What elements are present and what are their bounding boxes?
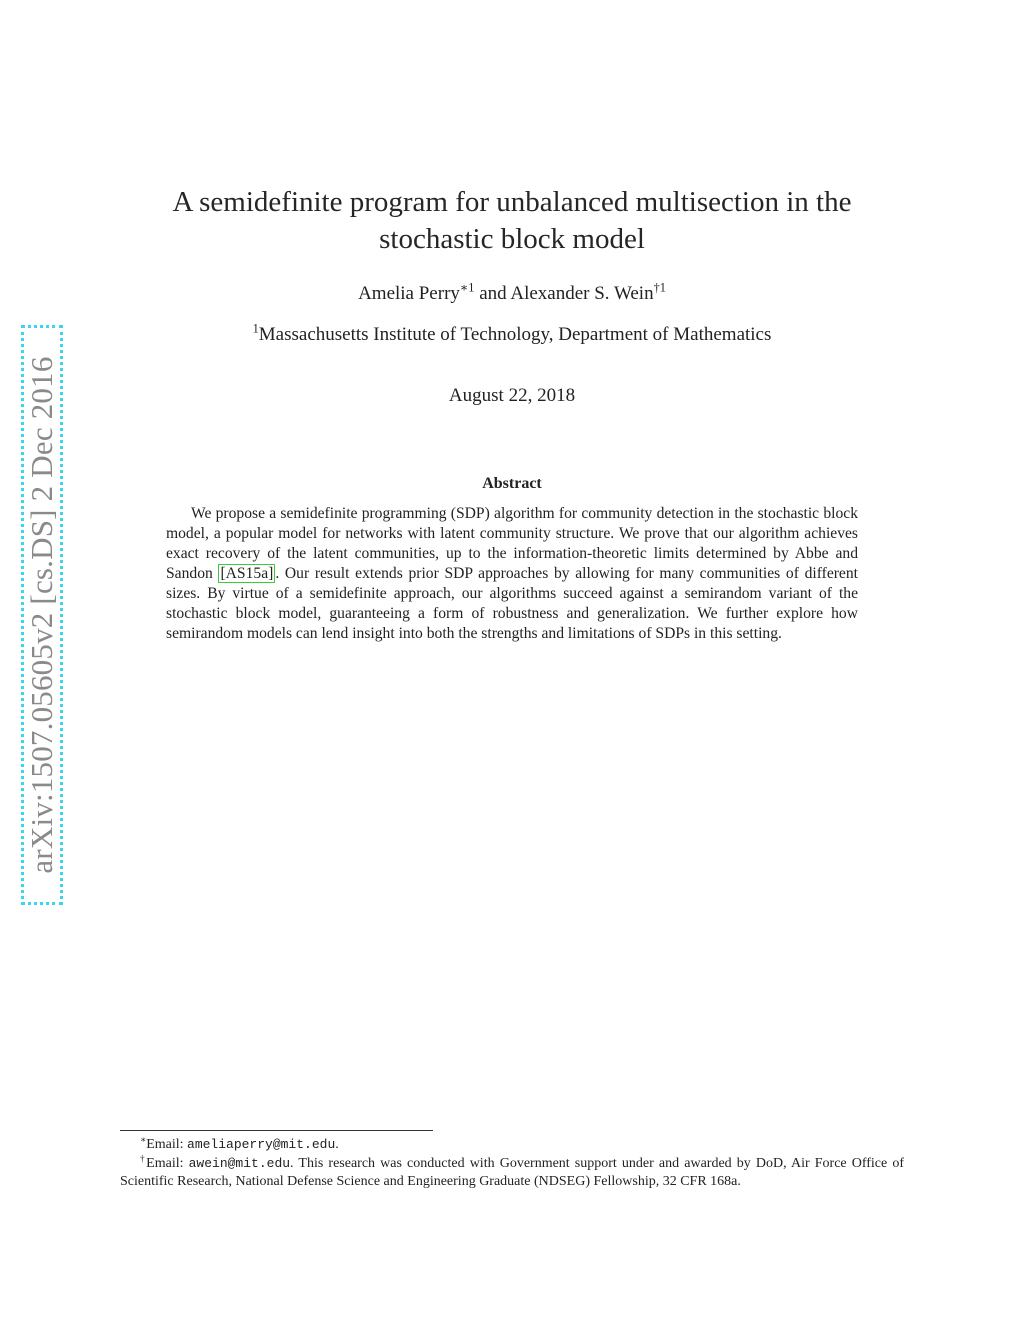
author-separator: and bbox=[479, 283, 507, 304]
footnote-label: Email: bbox=[146, 1155, 189, 1171]
email-link[interactable]: awein@mit.edu bbox=[188, 1155, 291, 1171]
author-mark: ∗1 bbox=[459, 280, 475, 295]
footnote bbox=[120, 1136, 904, 1155]
paper-date: August 22, 2018 bbox=[448, 385, 576, 406]
abstract-heading: Abstract bbox=[482, 475, 542, 492]
affiliation-mark: 1 bbox=[252, 321, 259, 336]
abstract-body bbox=[166, 504, 858, 644]
arxiv-identifier: arXiv:1507.05605v2 [cs.DS] 2 Dec 2016 bbox=[24, 356, 59, 874]
email-link[interactable]: ameliaperry@mit.edu bbox=[187, 1137, 336, 1152]
footnote-text: . This research was conducted with Government support under and awarded by DoD, Air Force Office of Scientific Research, National Defense Science and Engineering Graduate (NDSEG) Fellowship, 32 CFR 168a. bbox=[120, 1155, 905, 1189]
abstract-text: . Our result extends prior SDP approaches by allowing for many communities of different sizes. By virtue of a semidefinite approach, our algorithms succeed against a semirandom variant of the stochastic block model, guaranteeing a form of robustness and generalization. We further explore how semirandom models can lend insight into both the strengths and limitations of SDPs in this setting. bbox=[166, 565, 858, 642]
footnote-divider bbox=[120, 1130, 433, 1131]
paper-title: A semidefinite program for unbalanced multisection in the stochastic block model bbox=[172, 186, 852, 255]
footnotes bbox=[120, 1136, 904, 1192]
footnote bbox=[120, 1152, 905, 1192]
footnote-label: Email: bbox=[146, 1137, 188, 1152]
citation-link[interactable]: [AS15a] bbox=[220, 565, 274, 582]
footnote-mark: † bbox=[140, 1152, 147, 1163]
affiliation-text: Massachusetts Institute of Technology, Department of Mathematics bbox=[258, 324, 772, 345]
author-line bbox=[140, 282, 884, 306]
affiliation bbox=[140, 323, 884, 347]
author-name: Amelia Perry bbox=[358, 283, 460, 304]
arxiv-stamp bbox=[21, 325, 63, 905]
abstract-text: We propose a semidefinite programming (SDP) algorithm for community detection in the stochastic block model, a popular model for networks with latent community structure. We prove that our algorithm achieves exact recovery of the latent communities, up to the information-theoretic limits determined by Abbe and Sandon bbox=[166, 505, 858, 582]
author-name: Alexander S. Wein bbox=[510, 283, 654, 304]
footnote-text: . bbox=[335, 1137, 339, 1152]
footnote-mark: ∗ bbox=[140, 1134, 147, 1145]
author-mark: †1 bbox=[653, 280, 666, 295]
